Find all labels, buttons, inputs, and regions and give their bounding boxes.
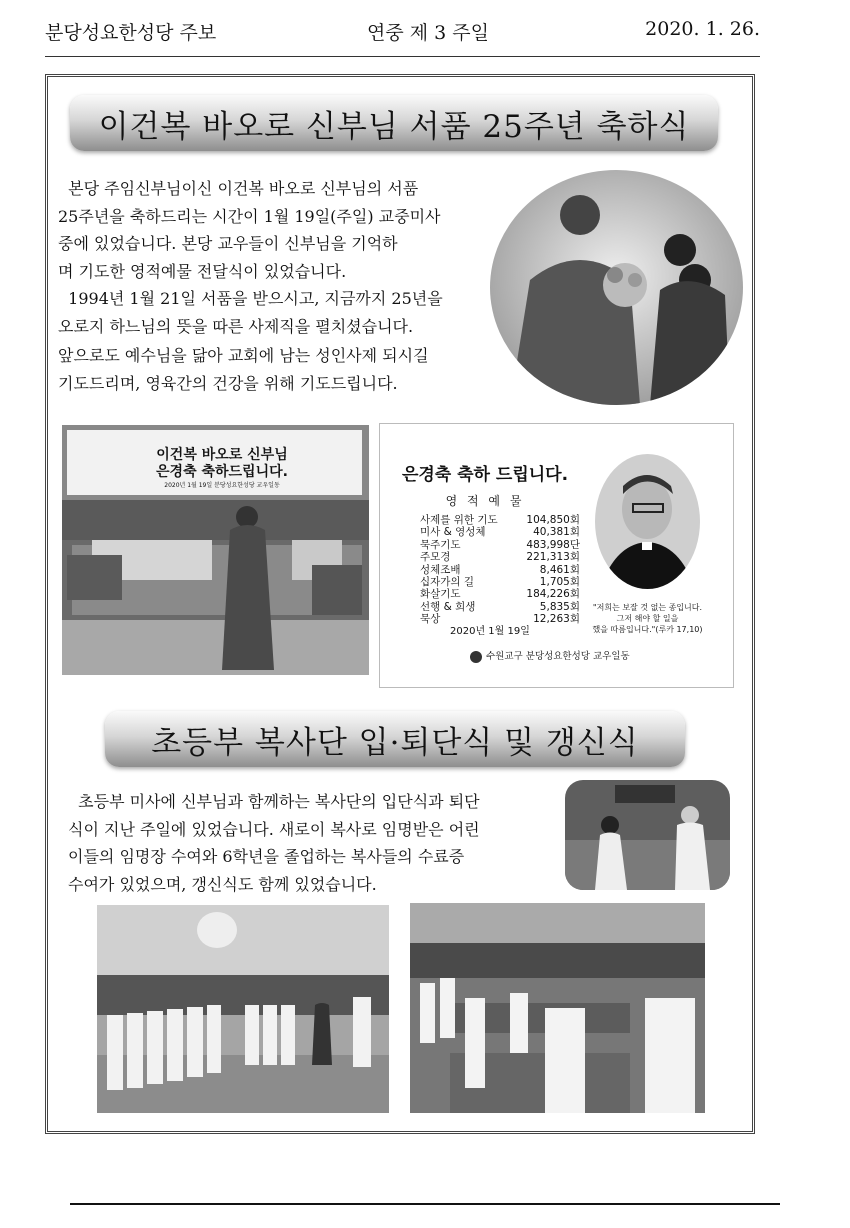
altar-servers-certificate-photo — [565, 780, 730, 890]
offering-row — [420, 539, 580, 551]
card-footer-text: 수원교구 분당성요한성당 교우일동 — [486, 651, 630, 662]
offering-count: 8,461회 — [539, 563, 580, 576]
article1-line: 중에 있었습니다. 본당 교우들이 신부님을 기억하 — [58, 234, 398, 253]
article2-line: 이들의 임명장 수여와 6학년을 졸업하는 복사들의 수료증 — [68, 847, 465, 866]
article2-title: 초등부 복사단 입·퇴단식 및 갱신식 — [151, 724, 639, 761]
card-quote — [585, 602, 710, 635]
article2-line: 식이 지난 주일에 있었습니다. 새로이 복사로 임명받은 어린 — [68, 819, 480, 839]
altar-banner-caption: 2020년 1월 19일 분당성요한성당 교우일동 — [164, 482, 280, 489]
article2-line: 초등부 미사에 신부님과 함께하는 복사단의 입단식과 퇴단 — [68, 792, 480, 811]
article1-line: 며 기도한 영적예물 전달식이 있었습니다. — [58, 261, 347, 281]
altar-servers-pews-photo — [410, 903, 705, 1113]
offering-row — [420, 551, 580, 563]
altar-banner-line1: 이건복 바오로 신부님 — [156, 447, 288, 463]
article2-title-banner — [105, 711, 685, 767]
priest-portrait — [595, 454, 700, 589]
article1-title: 이건복 바오로 신부님 서품 25주년 축하식 — [98, 108, 690, 145]
liturgical-week: 연중 제 3 주일 — [367, 22, 489, 44]
offering-name: 사제를 위한 기도 — [420, 514, 498, 526]
article1-line: 앞으로도 예수님을 닮아 교회에 남는 성인사제 되시길 — [58, 346, 429, 365]
offering-count: 104,850회 — [526, 514, 580, 526]
card-date: 2020년 1월 19일 — [450, 626, 530, 637]
offering-count: 184,226회 — [526, 588, 580, 601]
article1-line: 25주년을 축하드리는 시간이 1월 19일(주일) 교중미사 — [58, 206, 441, 226]
offering-count: 12,263회 — [533, 613, 580, 626]
offering-name: 미사 & 영성체 — [420, 526, 486, 539]
header-divider — [45, 56, 760, 57]
parish-logo-icon — [470, 651, 482, 663]
offering-row — [420, 526, 580, 538]
article1-line: 오로지 하느님의 뜻을 따른 사제직을 펼치셨습니다. — [58, 316, 414, 336]
offering-count: 221,313회 — [526, 551, 580, 564]
article2-line: 수여가 있었으며, 갱신식도 함께 있었습니다. — [68, 874, 377, 894]
quote-line: 그저 해야 할 일을 — [616, 614, 679, 623]
article1-line: 기도드리며, 영육간의 건강을 위해 기도드립니다. — [58, 373, 398, 393]
offering-name: 묵상 — [420, 613, 441, 626]
priest-flowers-photo — [490, 170, 743, 405]
article2-body — [68, 788, 558, 898]
article1-line: 1994년 1월 21일 서품을 받으시고, 지금까지 25년을 — [58, 289, 443, 308]
article1-body — [58, 175, 488, 397]
article1-line: 본당 주임신부님이신 이건복 바오로 신부님의 서품 — [58, 179, 419, 198]
bulletin-header — [45, 18, 760, 48]
offering-count: 1,705회 — [539, 576, 580, 589]
altar-servers-line-photo — [97, 905, 389, 1113]
offering-row — [420, 564, 580, 576]
offering-row — [420, 588, 580, 600]
altar-banner-line2: 은경축 축하드립니다. — [156, 464, 288, 480]
offering-name: 주모경 — [420, 551, 451, 564]
issue-date: 2020. 1. 26. — [645, 18, 760, 40]
card-footer — [470, 648, 630, 663]
offering-row — [420, 601, 580, 613]
quote-line: 했을 따름입니다."(루카 17,10) — [592, 625, 703, 634]
offering-name: 묵주기도 — [420, 538, 461, 551]
offering-count: 483,998단 — [526, 538, 580, 551]
altar-celebration-photo — [62, 425, 369, 675]
card-title: 은경축 축하 드립니다. — [401, 465, 569, 485]
spiritual-offering-card — [379, 423, 734, 688]
publication-name: 분당성요한성당 주보 — [45, 22, 217, 44]
offering-name: 성체조배 — [420, 563, 461, 576]
card-subtitle: 영 적 예 물 — [445, 494, 525, 508]
offering-name: 선행 & 희생 — [420, 600, 476, 613]
quote-line: "저희는 보잘 것 없는 종입니다. — [592, 603, 703, 612]
footer-divider — [70, 1203, 780, 1205]
offering-count: 40,381회 — [533, 526, 580, 539]
article1-title-banner — [70, 95, 718, 151]
offering-row — [420, 514, 580, 526]
offering-count: 5,835회 — [539, 600, 580, 613]
offering-list — [420, 514, 580, 626]
offering-name: 십자가의 길 — [420, 576, 475, 589]
offering-name: 화살기도 — [420, 588, 461, 601]
offering-row — [420, 576, 580, 588]
